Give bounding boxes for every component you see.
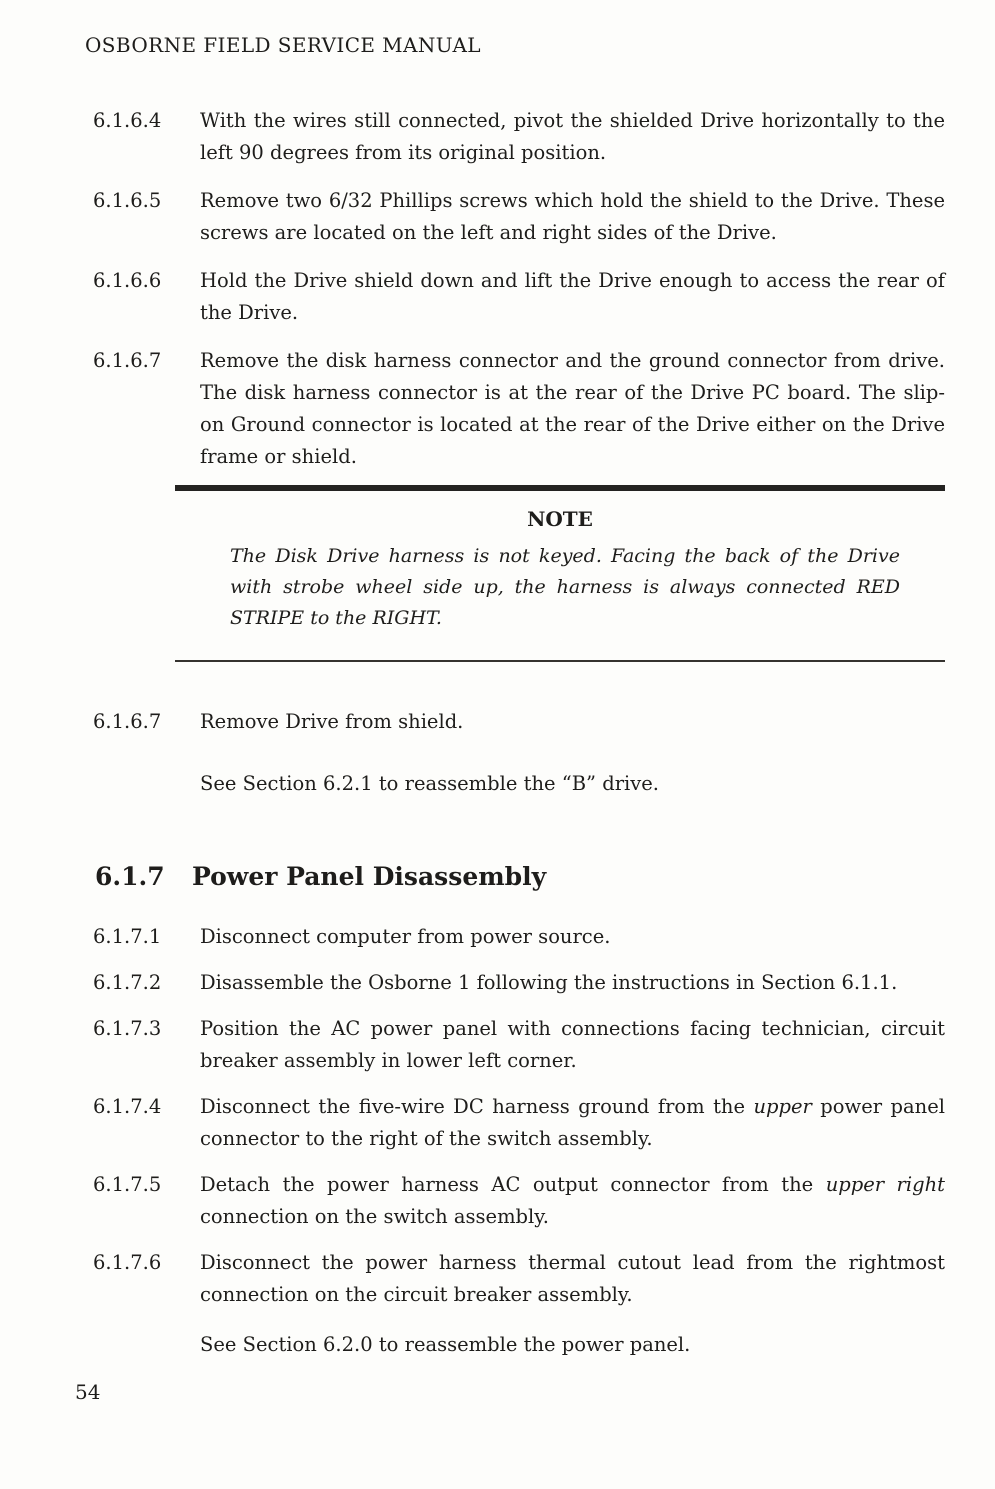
step-6-1-7-4 [0,1091,995,1155]
step-number: 6.1.7.6 [93,1251,162,1274]
drive-disassembly-steps [0,105,995,473]
step-text-pre: Disconnect the power harness thermal cutout lead from the rightmost connection on the circuit breaker assembly. [200,1251,945,1306]
step-text-pre: Disconnect computer from power source. [200,925,611,948]
step-6-1-6-4 [0,105,995,169]
step-text [200,967,945,999]
step-text-post: power panel connector to the right of the switch assembly. [200,1095,945,1150]
step-text: Remove two 6/32 Phillips screws which hold the shield to the Drive. These screws are located on the left and right sides of the Drive. [200,189,945,244]
step-text-pre: Detach the power harness AC output connector from the [200,1173,826,1196]
page-number: 54 [75,1380,101,1404]
step-6-1-7-3 [0,1013,995,1077]
section-title: Power Panel Disassembly [192,862,547,891]
step-text-emphasis: upper [753,1095,812,1118]
step-text [200,1013,945,1077]
step-text [200,921,945,953]
step-text-pre: Position the AC power panel with connections facing technician, circuit breaker assembly in lower left corner. [200,1017,945,1072]
step-number: 6.1.7.3 [93,1017,162,1040]
step-number: 6.1.7.4 [93,1095,162,1118]
step-number: 6.1.7.5 [93,1173,162,1196]
power-panel-steps [0,921,995,1311]
note-text: The Disk Drive harness is not keyed. Facing the back of the Drive with strobe wheel side up, the harness is always connected RED STRIPE to the RIGHT. [230,545,900,629]
step-text: With the wires still connected, pivot the shielded Drive horizontally to the left 90 degrees from its original position. [200,109,945,164]
step-text: Remove Drive from shield. [200,710,464,733]
note-bottom-rule [175,660,945,662]
step-6-1-6-6 [0,265,995,329]
step-number: 6.1.7.2 [93,971,162,994]
step-6-1-7-1 [0,921,995,953]
section-number: 6.1.7 [95,862,165,891]
step-text [200,1247,945,1311]
step-text-pre: Disassemble the Osborne 1 following the instructions in Section 6.1.1. [200,971,898,994]
step-number: 6.1.6.4 [93,109,162,132]
step-text-post: connection on the switch assembly. [200,1205,549,1228]
step-number: 6.1.6.7 [93,349,162,372]
step-text [200,1091,945,1155]
step-6-1-7-6 [0,1247,995,1311]
step-text [200,1169,945,1233]
step-text: Hold the Drive shield down and lift the Drive enough to access the rear of the Drive. [200,269,945,324]
step-number: 6.1.6.7 [93,710,162,733]
note-top-rule [175,485,945,491]
note-box [175,485,945,662]
step-text-emphasis: upper right [825,1173,945,1196]
page-header-title: OSBORNE FIELD SERVICE MANUAL [85,33,481,57]
see-section-6-2-0-note: See Section 6.2.0 to reassemble the power panel. [200,1333,691,1356]
step-number: 6.1.7.1 [93,925,162,948]
step-number: 6.1.6.6 [93,269,162,292]
step-6-1-7-5 [0,1169,995,1233]
step-6-1-7-2 [0,967,995,999]
step-number: 6.1.6.5 [93,189,162,212]
section-heading-power-panel [95,860,995,893]
step-6-1-6-5 [0,185,995,249]
step-text: Remove the disk harness connector and the ground connector from drive. The disk harness connector is at the rear of the Drive PC board. The slip-on Ground connector is located at the rear of the Drive either on the Drive frame or shield. [200,349,945,468]
see-section-6-2-1-note: See Section 6.2.1 to reassemble the “B” drive. [200,772,660,795]
step-6-1-6-7-remove [0,706,995,738]
step-text-pre: Disconnect the five-wire DC harness ground from the [200,1095,754,1118]
note-title: NOTE [527,507,593,531]
step-6-1-6-7 [0,345,995,473]
